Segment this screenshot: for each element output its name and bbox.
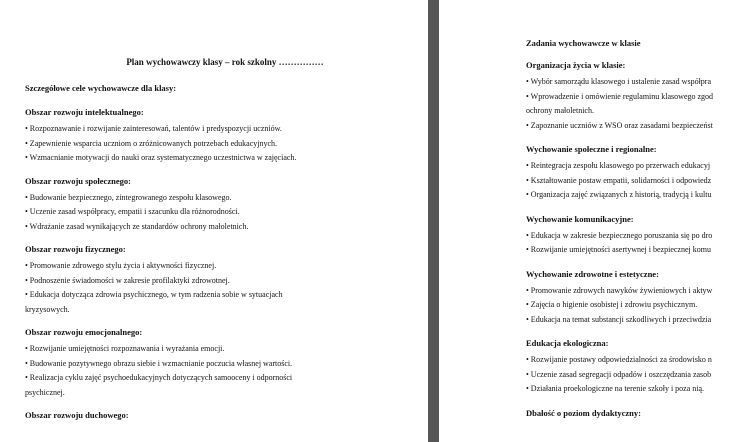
bullet-list: [526, 229, 750, 258]
list-item: • Realizacja cyklu zajęć psychoedukacyjnych dotyczących samooceny i odporności: [25, 373, 293, 382]
list-item: • Budowanie pozytywnego obrazu siebie i wzmacnianie poczucia własnej wartości.: [25, 358, 293, 368]
list-item: • Rozwijanie postawy odpowiedzialności za środowisko n: [526, 355, 712, 364]
left-page-content: [25, 0, 425, 425]
document-title: Plan wychowawczy klasy – rok szkolny ……………: [126, 57, 324, 67]
section-health-aesthetic: [526, 268, 750, 328]
list-item: • Zajęcia o higienie osobistej i zdrowiu psychicznym.: [526, 300, 698, 309]
list-item: • Wybór samorządu klasowego i ustalenie zasad współpra: [526, 77, 712, 86]
section-heading: Organizacja życia w klasie:: [526, 60, 626, 70]
list-item: • Edukacja dotycząca zdrowia psychicznego, w tym radzenia sobie w sytuacjach: [25, 290, 283, 299]
list-item: • Uczenie zasad współpracy, empatii i szacunku dla różnorodności.: [25, 207, 240, 216]
section-heading: Wychowanie zdrowotne i estetyczne:: [526, 268, 659, 279]
bullet-list: [25, 342, 425, 400]
list-item-continuation: ochrony małoletnich.: [526, 106, 594, 115]
bullet-list: [25, 191, 425, 235]
bullet-list: [526, 75, 750, 133]
list-item: • Zapoznanie uczniów z WSO oraz zasadami bezpieczeńst: [526, 120, 713, 130]
list-item: • Rozpoznawanie i rozwijanie zainteresowań, talentów i predyspozycji uczniów.: [25, 124, 282, 133]
section-intellectual: [25, 106, 425, 166]
list-item: • Edukacja na temat substancji szkodliwych i przeciwdzia: [526, 314, 712, 324]
section-heading: Obszar rozwoju społecznego:: [25, 175, 131, 186]
list-item: • Kształtowanie postaw empatii, solidarności i odpowiedz: [526, 175, 712, 185]
section-emotional: [25, 326, 425, 400]
list-item: • Reintegracja zespołu klasowego po przerwach edukacyj: [526, 161, 711, 170]
list-item: • Uczenie zasad segregacji odpadów i oszczędzania zasob: [526, 369, 712, 379]
list-item-continuation: kryzysowych.: [25, 304, 70, 314]
right-page-title: Zadania wychowawcze w klasie: [526, 38, 641, 48]
section-didactic: [526, 407, 750, 419]
document-subtitle: Szczegółowe cele wychowawcze dla klasy:: [25, 83, 177, 93]
list-item: • Rozwijanie umiejętności asertywnej i bezpiecznej komu: [526, 245, 711, 254]
section-physical: [25, 243, 425, 317]
right-page-content: [526, 0, 750, 423]
right-document-page: [439, 0, 750, 442]
list-item: • Budowanie bezpiecznego, zintegrowanego zespołu klasowego.: [25, 192, 232, 202]
list-item: • Wprowadzenie i omówienie regulaminu klasowego zgod: [526, 91, 714, 101]
section-heading: Obszar rozwoju fizycznego:: [25, 244, 126, 254]
list-item: • Promowanie zdrowych nawyków żywieniowych i aktyw: [526, 285, 713, 295]
list-item: • Zapewnienie wsparcia uczniom o zróżnicowanych potrzebach edukacyjnych.: [25, 138, 278, 148]
bullet-list: [25, 122, 425, 166]
section-heading: Wychowanie komunikacyjne:: [526, 213, 634, 224]
list-item: • Organizacja zajęć związanych z historią, tradycją i kultu: [526, 190, 712, 199]
list-item-continuation: psychicznej.: [25, 387, 65, 397]
section-heading: Obszar rozwoju duchowego:: [25, 410, 129, 420]
section-heading: Obszar rozwoju emocjonalnego:: [25, 327, 143, 337]
section-heading: Obszar rozwoju intelektualnego:: [25, 107, 144, 117]
section-social: [25, 175, 425, 235]
list-item: • Wzmacnianie motywacji do nauki oraz systematycznego uczestnictwa w zajęciach.: [25, 153, 297, 162]
section-ecology: [526, 337, 750, 397]
section-communication: [526, 213, 750, 258]
section-class-life: [526, 59, 750, 133]
list-item: • Podnoszenie świadomości w zakresie profilaktyki zdrowotnej.: [25, 275, 230, 285]
section-social-regional: [526, 143, 750, 203]
bullet-list: [25, 259, 425, 317]
bullet-list: [526, 159, 750, 203]
section-spiritual: [25, 409, 425, 421]
section-heading: Dbałość o poziom dydaktyczny:: [526, 407, 641, 418]
list-item: • Działania proekologiczne na terenie szkoły i poza nią.: [526, 384, 705, 393]
section-heading: Wychowanie społeczne i regionalne:: [526, 144, 657, 154]
bullet-list: [526, 284, 750, 328]
bullet-list: [526, 353, 750, 397]
list-item: • Rozwijanie umiejętności rozpoznawania i wyrażania emocji.: [25, 344, 225, 353]
list-item: • Promowanie zdrowego stylu życia i aktywności fizycznej.: [25, 261, 217, 270]
section-heading: Edukacja ekologiczna:: [526, 338, 609, 348]
page-gutter: [428, 0, 439, 442]
list-item: • Edukacja w zakresie bezpiecznego poruszania się po dro: [526, 230, 713, 240]
list-item: • Wdrażanie zasad wynikających ze standardów ochrony małoletnich.: [25, 221, 249, 231]
